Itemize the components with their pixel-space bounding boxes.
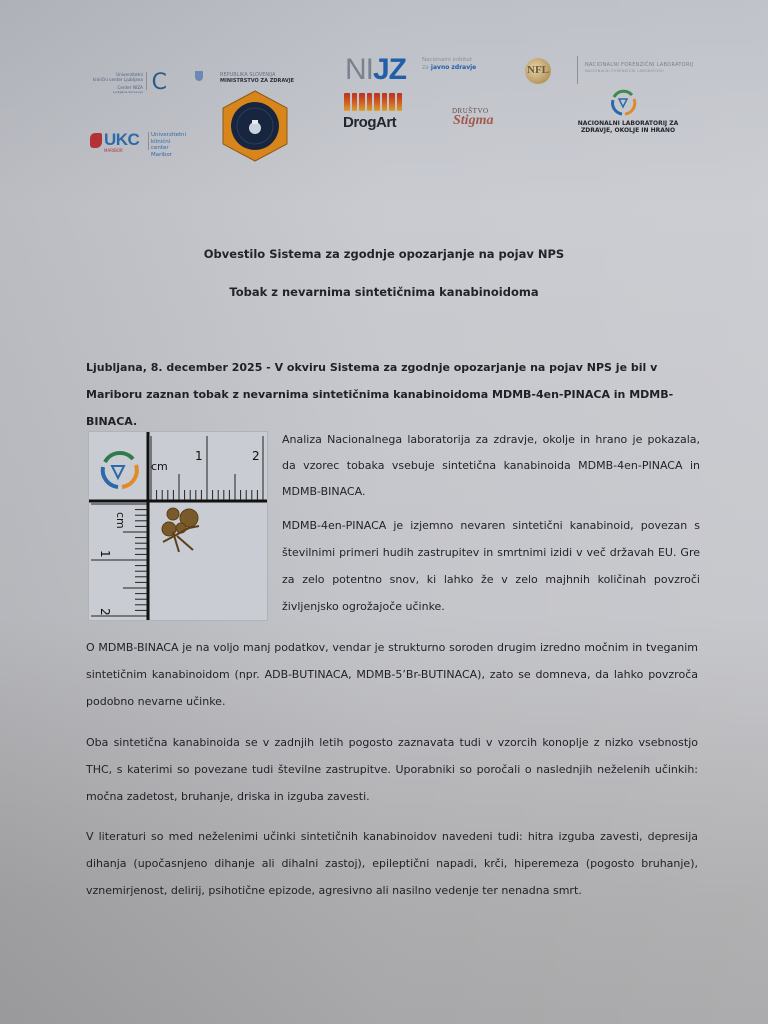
nijz-jz: JZ bbox=[373, 53, 407, 86]
ukcl-line: Univerzitetni bbox=[116, 72, 143, 77]
ministry-line-2: MINISTRSTVO ZA ZDRAVJE bbox=[220, 78, 295, 84]
ukc-maribor-sub: MARIBOR bbox=[104, 148, 123, 153]
ukcl-text bbox=[93, 72, 143, 95]
drogart-wordmark: DrogArt bbox=[343, 114, 397, 131]
logo-ukc-ljubljana bbox=[73, 68, 173, 108]
ukcm-line: Univerzitetni bbox=[151, 132, 187, 138]
document-subtitle: Tobak z nevarnima sintetičnima kanabinoidoma bbox=[229, 285, 539, 299]
nijz-ni: NI bbox=[345, 53, 373, 86]
logo-ukc-maribor bbox=[90, 130, 185, 156]
paragraph-effects-reported: Oba sintetična kanabinoida se v zadnjih letih pogosto zaznavata tudi v vzorcih konoplje z nizko vsebnostjo THC, s katerimi so povezane tudi številne zastrupitve. Uporabniki so poročali o naslednjih neželenih učinkih: močna zadetost, bruhanje, driska in izguba zavesti. bbox=[86, 736, 698, 803]
ukcm-line: klinični center bbox=[151, 138, 171, 151]
logo-ministry-of-health bbox=[195, 70, 310, 90]
ruler-tick-label: 1 bbox=[195, 449, 203, 463]
paragraph-mdmb-4en-pinaca: MDMB-4en-PINACA je izjemno nevaren sintetični kanabinoid, povezan s številnimi primeri hudih zastrupitev in smrtnimi izidi v več državah EU. Gre za zelo potentno snov, ki lahko že v zelo majhnih količinah povzroči življenjsko ogrožajoče učinke. bbox=[282, 519, 700, 613]
ukcm-line: Maribor bbox=[151, 151, 173, 158]
divider bbox=[577, 56, 578, 84]
nlzoh-line-1: NACIONALNI LABORATORIJ ZA bbox=[577, 120, 679, 127]
ukcl-line: Ljubljana Slovenija bbox=[112, 90, 143, 94]
logo-nlzoh bbox=[568, 87, 688, 137]
nfl-line-1: NACIONALNI FORENZIČNI LABORATORIJ bbox=[585, 62, 694, 68]
nijz-prefix: za bbox=[422, 64, 429, 71]
ruler-tick-label: 2 bbox=[252, 449, 260, 463]
ruler-image bbox=[89, 432, 267, 620]
ukc-maribor-name: UKC bbox=[104, 130, 140, 149]
divider bbox=[148, 132, 149, 150]
nfl-letters: NFL bbox=[527, 64, 549, 76]
drogart-bars-icon bbox=[344, 93, 402, 111]
stigma-wordmark: Stigma bbox=[453, 113, 494, 128]
nlzoh-emblem-icon bbox=[608, 87, 638, 117]
ruler-tick-label: 2 bbox=[98, 608, 112, 616]
stigma-line-1: DRUŠTVO bbox=[452, 107, 489, 115]
ruler-tick-label: 1 bbox=[98, 550, 112, 558]
nijz-line-1: Nacionalni inštitut bbox=[422, 57, 472, 63]
nfl-line-2: NACIONALNI FORENZIČNI LABORATORIJ bbox=[585, 69, 664, 73]
lead-paragraph: Ljubljana, 8. december 2025 - V okviru Sistema za zgodnje opozarjanje na pojav NPS je bil v Mariboru zaznan tobak z nevarnima sintetičnima kanabinoidoma MDMB-4en-PINACA in MDMB-BINACA. bbox=[86, 361, 674, 428]
paragraph-analysis: Analiza Nacionalnega laboratorija za zdravje, okolje in hrano je pokazala, da vzorec tobaka vsebuje sintetična kanabinoida MDMB-4en-PINACA in MDMB-BINACA. bbox=[282, 433, 700, 498]
hexagon-seal-icon bbox=[221, 90, 289, 162]
police-seal-logo bbox=[221, 90, 289, 162]
logo-nfl bbox=[525, 56, 710, 86]
nijz-line-2 bbox=[422, 64, 476, 71]
logo-nijz bbox=[345, 55, 495, 95]
document-title: Obvestilo Sistema za zgodnje opozarjanje na pojav NPS bbox=[203, 247, 565, 261]
paragraph-mdmb-binaca: O MDMB-BINACA je na voljo manj podatkov, vendar je strukturno soroden drugim izredno močnim in tveganim sintetičnim kanabinoidom (npr. ADB-BUTINACA, MDMB-5’Br-BUTINACA), zato se domneva, da lahko povzroča podobno nevarne učinke. bbox=[86, 641, 698, 708]
paragraph-effects-literature: V literaturi so med neželenimi učinki sintetičnih kanabinoidov navedeni tudi: hitra izguba zavesti, depresija dihanja (upočasnjeno dihanje ali dihalni zastoj), epileptični napadi, krči, hiperemeza (pogosto bruhanje), vznemirjenost, delirij, psihotične epizode, agresivno ali nasilno vedenje ter nenadna smrt. bbox=[86, 830, 698, 897]
ukc-maribor-side-text bbox=[151, 132, 186, 158]
nlzoh-text bbox=[568, 120, 688, 134]
ruler-unit-h: cm bbox=[151, 460, 168, 473]
sample-photo bbox=[88, 431, 268, 621]
nlzoh-line-2: ZDRAVJE, OKOLJE IN HRANO bbox=[580, 127, 676, 134]
nijz-wordmark bbox=[345, 53, 406, 87]
divider bbox=[146, 72, 147, 90]
nijz-line-2-text: javno zdravje bbox=[430, 64, 477, 71]
ruler-unit-v: cm bbox=[114, 512, 127, 529]
ukcl-line: Center NIZA bbox=[117, 85, 143, 90]
ministry-line-1: REPUBLIKA SLOVENIJA bbox=[220, 72, 276, 78]
ukc-maribor-symbol-icon bbox=[90, 133, 102, 148]
slovenia-coat-of-arms-icon bbox=[195, 71, 203, 81]
logo-drustvo-stigma bbox=[452, 107, 522, 135]
ukcl-line: klinični center Ljubljana bbox=[92, 77, 143, 82]
logo-drogart bbox=[343, 93, 413, 138]
ukcl-mark-icon: C bbox=[151, 70, 167, 95]
